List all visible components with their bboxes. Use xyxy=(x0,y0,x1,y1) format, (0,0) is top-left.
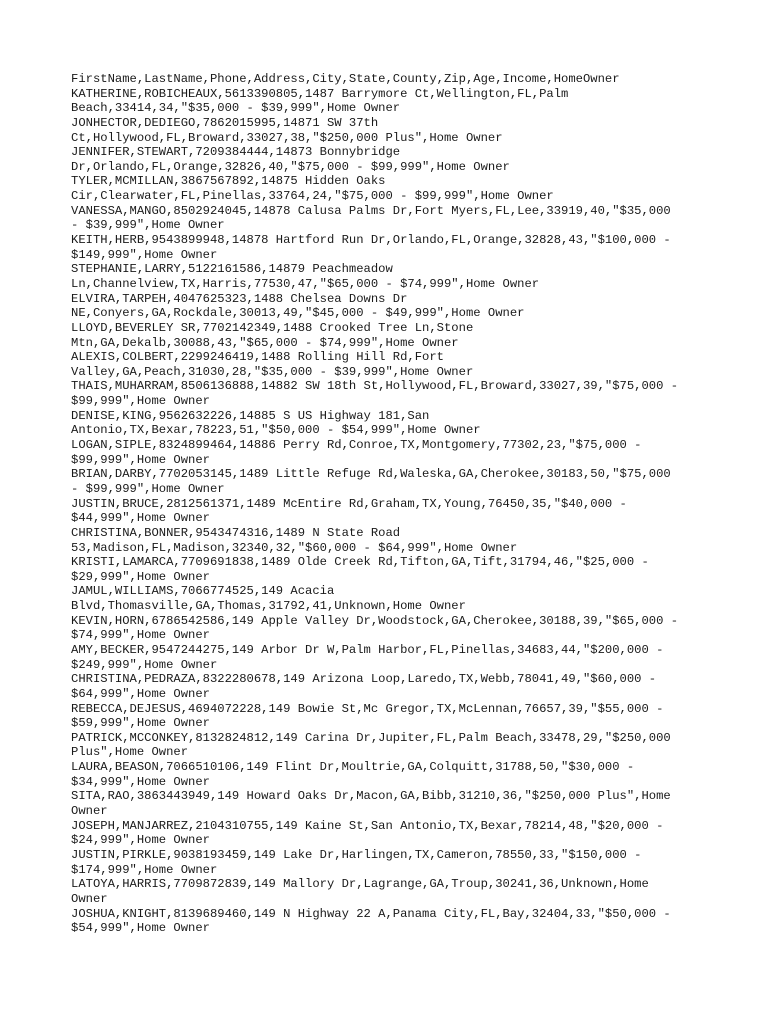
csv-text-line: Owner xyxy=(71,891,108,906)
csv-text-line: LATOYA,HARRIS,7709872839,149 Mallory Dr,Lagrange,GA,Troup,30241,36,Unknown,Home xyxy=(71,877,649,892)
csv-text-line: - $99,999",Home Owner xyxy=(71,481,225,496)
csv-text-line: REBECCA,DEJESUS,4694072228,149 Bowie St,Mc Gregor,TX,McLennan,76657,39,"$55,000 - xyxy=(71,701,664,716)
csv-text-line: $99,999",Home Owner xyxy=(71,394,210,409)
csv-text-line: $29,999",Home Owner xyxy=(71,569,210,584)
csv-text-line: JOSHUA,KNIGHT,8139689460,149 N Highway 22 A,Panama City,FL,Bay,32404,33,"$50,000 - xyxy=(71,906,671,921)
csv-text-line: Blvd,Thomasville,GA,Thomas,31792,41,Unknown,Home Owner xyxy=(71,599,466,614)
csv-text-line: $24,999",Home Owner xyxy=(71,833,210,848)
csv-text-line: TYLER,MCMILLAN,3867567892,14875 Hidden Oaks xyxy=(71,174,386,189)
csv-text-line: JUSTIN,PIRKLE,9038193459,149 Lake Dr,Harlingen,TX,Cameron,78550,33,"$150,000 - xyxy=(71,847,642,862)
csv-text-line: STEPHANIE,LARRY,5122161586,14879 Peachmeadow xyxy=(71,262,393,277)
csv-text-line: BRIAN,DARBY,7702053145,1489 Little Refuge Rd,Waleska,GA,Cherokee,30183,50,"$75,000 xyxy=(71,467,671,482)
csv-text-line: CHRISTINA,BONNER,9543474316,1489 N State Road xyxy=(71,525,401,540)
csv-text-line: JAMUL,WILLIAMS,7066774525,149 Acacia xyxy=(71,584,335,599)
csv-text-line: KATHERINE,ROBICHEAUX,5613390805,1487 Barrymore Ct,Wellington,FL,Palm xyxy=(71,86,569,101)
csv-text-line: KEITH,HERB,9543899948,14878 Hartford Run Dr,Orlando,FL,Orange,32828,43,"$100,000 - xyxy=(71,233,671,248)
csv-text-line: PATRICK,MCCONKEY,8132824812,149 Carina Dr,Jupiter,FL,Palm Beach,33478,29,"$250,000 xyxy=(71,730,671,745)
csv-text-line: ELVIRA,TARPEH,4047625323,1488 Chelsea Downs Dr xyxy=(71,291,408,306)
csv-text-line: LLOYD,BEVERLEY SR,7702142349,1488 Crooked Tree Ln,Stone xyxy=(71,320,474,335)
csv-text-line: KEVIN,HORN,6786542586,149 Apple Valley Dr,Woodstock,GA,Cherokee,30188,39,"$65,000 - xyxy=(71,613,679,628)
csv-text-line: $249,999",Home Owner xyxy=(71,657,218,672)
csv-text-line: Cir,Clearwater,FL,Pinellas,33764,24,"$75,000 - $99,999",Home Owner xyxy=(71,189,554,204)
csv-text-line: NE,Conyers,GA,Rockdale,30013,49,"$45,000 - $49,999",Home Owner xyxy=(71,306,525,321)
csv-text-line: Ln,Channelview,TX,Harris,77530,47,"$65,000 - $74,999",Home Owner xyxy=(71,276,540,291)
csv-text-line: JUSTIN,BRUCE,2812561371,1489 McEntire Rd,Graham,TX,Young,76450,35,"$40,000 - xyxy=(71,496,627,511)
csv-text-line: $54,999",Home Owner xyxy=(71,921,210,936)
csv-text-line: Dr,Orlando,FL,Orange,32826,40,"$75,000 - $99,999",Home Owner xyxy=(71,159,510,174)
csv-text-line: 53,Madison,FL,Madison,32340,32,"$60,000 - $64,999",Home Owner xyxy=(71,540,518,555)
csv-text-line: CHRISTINA,PEDRAZA,8322280678,149 Arizona Loop,Laredo,TX,Webb,78041,49,"$60,000 - xyxy=(71,672,657,687)
csv-text-line: LOGAN,SIPLE,8324899464,14886 Perry Rd,Conroe,TX,Montgomery,77302,23,"$75,000 - xyxy=(71,438,642,453)
csv-text-line: Plus",Home Owner xyxy=(71,745,189,760)
csv-text-line: $174,999",Home Owner xyxy=(71,862,218,877)
csv-text-line: Beach,33414,34,"$35,000 - $39,999",Home Owner xyxy=(71,101,401,116)
csv-text-line: $99,999",Home Owner xyxy=(71,452,210,467)
csv-text-line: JOSEPH,MANJARREZ,2104310755,149 Kaine St,San Antonio,TX,Bexar,78214,48,"$20,000 - xyxy=(71,818,664,833)
csv-text-line: JONHECTOR,DEDIEGO,7862015995,14871 SW 37th xyxy=(71,115,379,130)
csv-header-line: FirstName,LastName,Phone,Address,City,State,County,Zip,Age,Income,HomeOwner xyxy=(71,72,620,86)
csv-text-line: SITA,RAO,3863443949,149 Howard Oaks Dr,Macon,GA,Bibb,31210,36,"$250,000 Plus",Home xyxy=(71,789,671,804)
csv-text-line: Ct,Hollywood,FL,Broward,33027,38,"$250,000 Plus",Home Owner xyxy=(71,130,503,145)
csv-text-line: Owner xyxy=(71,804,108,819)
csv-text-line: JENNIFER,STEWART,7209384444,14873 Bonnybridge xyxy=(71,145,401,160)
csv-text-line: $44,999",Home Owner xyxy=(71,511,210,526)
csv-text-block xyxy=(71,72,711,936)
csv-text-line: KRISTI,LAMARCA,7709691838,1489 Olde Creek Rd,Tifton,GA,Tift,31794,46,"$25,000 - xyxy=(71,555,649,570)
csv-text-line: $59,999",Home Owner xyxy=(71,716,210,731)
csv-text-line: $149,999",Home Owner xyxy=(71,247,218,262)
csv-text-line: Valley,GA,Peach,31030,28,"$35,000 - $39,999",Home Owner xyxy=(71,364,474,379)
csv-text-line: $34,999",Home Owner xyxy=(71,774,210,789)
csv-text-line: $74,999",Home Owner xyxy=(71,628,210,643)
csv-text-line: Antonio,TX,Bexar,78223,51,"$50,000 - $54,999",Home Owner xyxy=(71,423,481,438)
csv-text-line: THAIS,MUHARRAM,8506136888,14882 SW 18th St,Hollywood,FL,Broward,33027,39,"$75,000 - xyxy=(71,379,679,394)
csv-text-line: VANESSA,MANGO,8502924045,14878 Calusa Palms Dr,Fort Myers,FL,Lee,33919,40,"$35,000 xyxy=(71,203,671,218)
csv-text-line: ALEXIS,COLBERT,2299246419,1488 Rolling Hill Rd,Fort xyxy=(71,350,444,365)
csv-text-line: $64,999",Home Owner xyxy=(71,686,210,701)
csv-text-line: DENISE,KING,9562632226,14885 S US Highway 181,San xyxy=(71,408,430,423)
csv-text-line: Mtn,GA,Dekalb,30088,43,"$65,000 - $74,999",Home Owner xyxy=(71,335,459,350)
csv-text-line: LAURA,BEASON,7066510106,149 Flint Dr,Moultrie,GA,Colquitt,31788,50,"$30,000 - xyxy=(71,760,635,775)
csv-text-line: - $39,999",Home Owner xyxy=(71,218,225,233)
csv-text-line: AMY,BECKER,9547244275,149 Arbor Dr W,Palm Harbor,FL,Pinellas,34683,44,"$200,000 - xyxy=(71,642,664,657)
